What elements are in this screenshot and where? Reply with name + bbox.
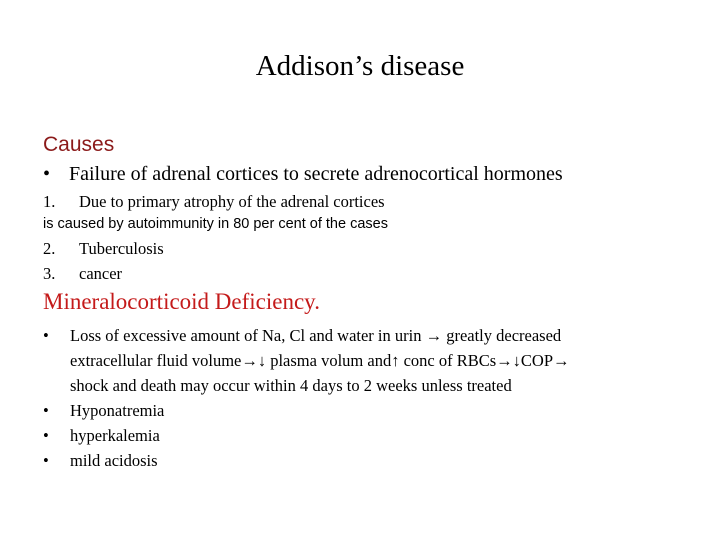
list-item-line: extracellular fluid volume→↓ plasma volum and↑ conc of RBCs→↓COP→ [70, 351, 570, 370]
item-number: 3. [43, 264, 56, 283]
list-item-line: shock and death may occur within 4 days to 2 weeks unless treated [70, 376, 512, 395]
numbered-item-1 [43, 192, 385, 212]
item-text: cancer [79, 264, 123, 283]
item-text: Due to primary atrophy of the adrenal cortices [79, 192, 385, 211]
mineralocorticoid-heading: Mineralocorticoid Deficiency. [43, 289, 320, 314]
numbered-item-2 [43, 239, 164, 259]
list-item-text: hyperkalemia [70, 426, 160, 445]
bullet-icon: • [43, 426, 49, 445]
bullet-icon: • [43, 163, 51, 185]
item-number: 2. [43, 239, 56, 258]
list-item-line: Loss of excessive amount of Na, Cl and water in urin → greatly decreased [70, 326, 562, 345]
slide-title: Addison’s disease [255, 50, 465, 82]
numbered-item-3 [43, 264, 122, 284]
causes-bullet [43, 163, 563, 186]
autoimmunity-note: is caused by autoimmunity in 80 per cent of the cases [43, 216, 388, 232]
list-item-text [70, 323, 570, 398]
bullet-icon: • [43, 326, 49, 345]
bullet-icon: • [43, 401, 49, 420]
list-item-text: Hyponatremia [70, 401, 165, 420]
bullet-icon: • [43, 451, 49, 470]
list-item-text: mild acidosis [70, 451, 158, 470]
causes-bullet-text: Failure of adrenal cortices to secrete adrenocortical hormones [69, 163, 563, 185]
causes-heading: Causes [43, 133, 115, 156]
item-text: Tuberculosis [79, 239, 164, 258]
item-number: 1. [43, 192, 56, 211]
